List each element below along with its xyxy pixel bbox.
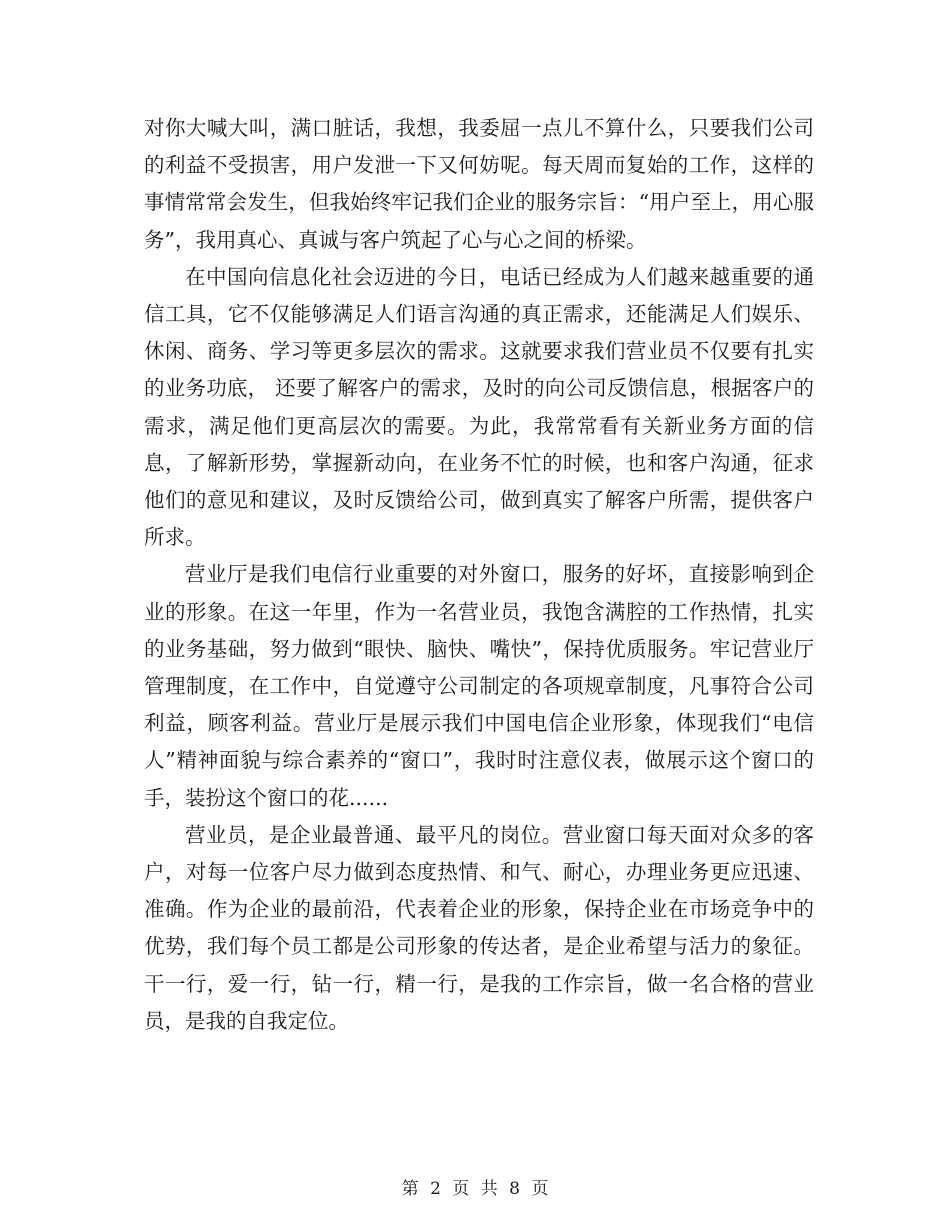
page-body [144,110,814,1040]
paragraph-3: 营业厅是我们电信行业重要的对外窗口，服务的好坏，直接影响到企业的形象。在这一年里，作为一名营业员，我饱含满腔的工作热情，扎实的业务基础，努力做到“眼快、脑快、嘴快”，保持优质服务。牢记营业厅管理制度，在工作中，自觉遵守公司制定的各项规章制度，凡事符合公司利益，顾客利益。营业厅是展示我们中国电信企业形象，体现我们“电信人”精神面貌与综合素养的“窗口”，我时时注意仪表，做展示这个窗口的手，装扮这个窗口的花...... [144,562,814,810]
page-footer [0,1177,950,1201]
footer-total-pages: 8 [509,1179,520,1199]
footer-total-prefix: 共 [480,1179,498,1199]
footer-page-unit: 页 [452,1179,470,1199]
footer-prefix: 第 [401,1179,419,1199]
paragraph-2: 在中国向信息化社会迈进的今日，电话已经成为人们越来越重要的通信工具，它不仅能够满足人们语言沟通的真正需求，还能满足人们娱乐、休闲、商务、学习等更多层次的需求。这就要求我们营业员不仅要有扎实的业务功底， 还要了解客户的需求，及时的向公司反馈信息，根据客户的需求，满足他们更高层次的需要。为此，我常常看有关新业务方面的信息，了解新形势，掌握新动向，在业务不忙的时候，也和客户沟通，征求他们的意见和建议，及时反馈给公司，做到真实了解客户所需，提供客户所求。 [144,264,814,550]
footer-total-unit: 页 [531,1179,549,1199]
footer-page-number: 2 [430,1179,441,1199]
paragraph-4: 营业员，是企业最普通、最平凡的岗位。营业窗口每天面对众多的客户，对每一位客户尽力做到态度热情、和气、耐心，办理业务更应迅速、准确。作为企业的最前沿，代表着企业的形象，保持企业在市场竞争中的优势，我们每个员工都是公司形象的传达者，是企业希望与活力的象征。干一行，爱一行，钻一行，精一行，是我的工作宗旨，做一名合格的营业员，是我的自我定位。 [144,822,814,1033]
paragraph-1: 对你大喊大叫，满口脏话，我想，我委屈一点儿不算什么，只要我们公司的利益不受损害，用户发泄一下又何妨呢。每天周而复始的工作，这样的事情常常会发生，但我始终牢记我们企业的服务宗旨：“用户至上，用心服务”，我用真心、真诚与客户筑起了心与心之间的桥梁。 [144,116,814,252]
